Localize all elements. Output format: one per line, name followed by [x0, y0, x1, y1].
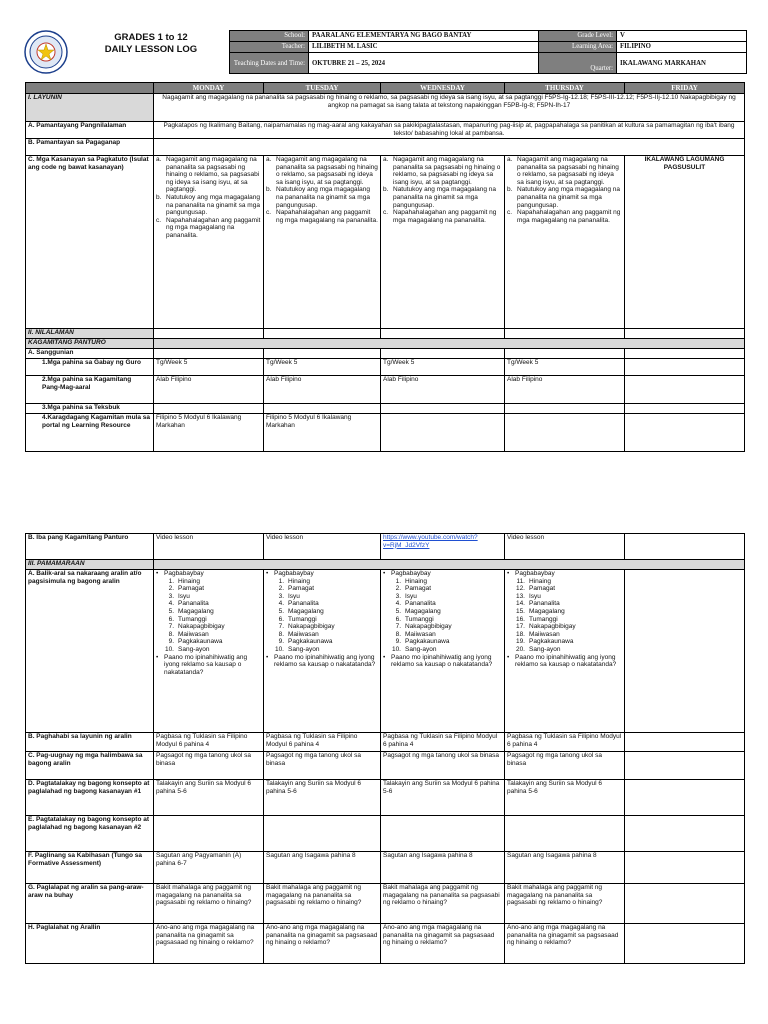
spelling-word: [266, 646, 378, 654]
learning-area-label: Learning Area:: [539, 42, 617, 53]
word-text: Maiiwasan: [405, 630, 436, 638]
spelling-word: [266, 623, 378, 631]
word-text: Nakapagbibigay: [178, 623, 225, 631]
objective-text: Napahahalagahan ang paggamit ng mga magagalang na pananalita.: [276, 209, 378, 224]
word-number: 5.: [278, 607, 284, 615]
spelling-word: [383, 578, 502, 586]
paglinang-thursday: Sagutan ang Isagawa pahina 8: [505, 852, 625, 884]
review-heading: Pagbabaybay: [274, 570, 314, 577]
bullet-icon: •: [266, 653, 269, 661]
paglalapat-wednesday: Bakit mahalaga ang paggamit ng magagalang na pananalita sa pagsasabi ng reklamo o hinaing?: [381, 884, 505, 924]
spelling-word: [507, 600, 622, 608]
pag-uugnay-monday: Pagsagot ng mga tanong ukol sa binasa: [154, 752, 264, 780]
word-number: 7.: [168, 623, 174, 631]
layunin-text: Nagagamit ang magagalang na pananalita sa pagsasabi ng hinaing o reklamo, sa pagsasabi ng ideya sa isang isyu, at sa pagtanggi F5PS-Ig-12.18; F5PS-III-12.12; F5PS-IIj-12.10 Nakapagbibigay ng angkop na pamagat sa isang talata at tekstong napakinggan F5PB-Ig-8; F5PN-Ih-17: [154, 94, 745, 122]
objective-letter: a.: [507, 156, 513, 163]
word-number: 9.: [395, 638, 401, 646]
spelling-word: [383, 593, 502, 601]
pagtatalakay1-thursday: Talakayin ang Suriin sa Modyul 6 pahina 5-6: [505, 780, 625, 816]
objective-letter: b.: [383, 186, 389, 194]
pamantayan-pagganap-label: B. Pamantayan sa Pagaganap: [26, 139, 154, 156]
objective-text: Nagagamit ang magagalang na pananalita sa pagsasabi ng hinaing o reklamo, sa pagsasabi ng ideya sa isang isyu, at sa pagtanggi.: [276, 156, 378, 186]
gabay-tuesday: Tg/Week 5: [264, 359, 381, 376]
word-text: Pagkakaunawa: [405, 638, 450, 646]
objective-item: [266, 156, 378, 186]
lesson-log-table-continued: [25, 533, 745, 964]
kagamitang-mag-aaral-wednesday: Alab Filipino: [381, 376, 505, 404]
word-text: Pagkakaunawa: [178, 638, 223, 646]
gabay-thursday: Tg/Week 5: [505, 359, 625, 376]
kagamitang-mag-aaral-tuesday: Alab Filipino: [264, 376, 381, 404]
word-number: 15.: [515, 607, 525, 615]
kasanayan-tuesday: [264, 156, 381, 329]
word-number: 9.: [278, 638, 284, 646]
word-text: Pamagat: [405, 585, 432, 593]
review-heading: Pagbabaybay: [515, 570, 555, 577]
sanggunian-row: [26, 349, 745, 359]
spelling-word: [156, 578, 261, 586]
pamamaraan-label: III. PAMAMARAAN: [26, 560, 154, 570]
objective-text: Napahahalagahan ang paggamit ng mga magagalang na pananalita.: [166, 216, 261, 239]
word-text: Pagkakaunawa: [288, 638, 333, 646]
objective-text: Natutukoy ang mga magagalang na pananalita na ginamit sa mga pangungusap.: [517, 186, 620, 209]
kasanayan-wednesday: [381, 156, 505, 329]
objective-text: Nagagamit ang magagalang na pananalita sa pagsasabi ng hinaing o reklamo, sa pagsasabi ng ideya sa isang isyu, at sa pagtanggi.: [166, 156, 260, 194]
objective-item: [507, 209, 622, 224]
word-text: Isyu: [178, 592, 190, 600]
paghahabi-wednesday: Pagbasa ng Tuklasin sa Filipino Modyul 6 pahina 4: [381, 733, 505, 752]
log-title: DAILY LESSON LOG: [104, 44, 198, 55]
spelling-word: [507, 608, 622, 616]
word-number: 18.: [515, 630, 525, 638]
objective-letter: c.: [156, 216, 162, 224]
word-text: Sang-ayon: [405, 645, 437, 653]
spelling-word: [507, 631, 622, 639]
spelling-word: [156, 608, 261, 616]
objective-letter: c.: [383, 209, 389, 217]
word-text: Pamagat: [178, 585, 205, 593]
nilalaman-row: [26, 329, 745, 339]
word-number: 10.: [391, 645, 401, 653]
word-number: 8.: [278, 630, 284, 638]
word-number: 3.: [168, 592, 174, 600]
word-text: Pananalita: [178, 600, 209, 608]
word-number: 3.: [395, 592, 401, 600]
objective-item: [383, 209, 502, 224]
objective-text: Nagagamit ang magagalang na pananalita sa pagsasabi ng hinaing o reklamo, sa pagsasabi ng ideya sa isang isyu, at sa pagtanggi.: [393, 156, 501, 186]
balik-aral-label: A. Balik-aral sa nakaraang aralin at/o pagsisimula ng bagong aralin: [26, 570, 154, 733]
word-number: 7.: [395, 623, 401, 631]
teksbuk-row: [26, 404, 745, 414]
word-number: 2.: [168, 585, 174, 593]
iba-pang-monday: Video lesson: [154, 534, 264, 560]
word-number: 13.: [515, 592, 525, 600]
gabay-monday: Tg/Week 5: [154, 359, 264, 376]
paglalahat-wednesday: Ano-ano ang mga magagalang na pananalita na ginagamit sa pagsasaad ng hinaing o reklamo?: [381, 924, 505, 964]
objective-item: [507, 186, 622, 209]
word-number: 6.: [395, 615, 401, 623]
objective-item: [266, 209, 378, 224]
paghahabi-label: B. Paghahabi sa layunin ng aralin: [26, 733, 154, 752]
pagtatalakay1-monday: Talakayin ang Suriin sa Modyul 6 pahina 5-6: [154, 780, 264, 816]
pagtatalakay2-label: E. Pagtatalakay ng bagong konsepto at paglalahad ng bagong kasanayan #2: [26, 816, 154, 852]
iba-pang-label: B. Iba pang Kagamitang Panturo: [26, 534, 154, 560]
paglalahat-label: H. Paglalahat ng Arallin: [26, 924, 154, 964]
objective-item: [383, 156, 502, 186]
pag-uugnay-tuesday: Pagsagot ng mga tanong ukol sa binasa: [264, 752, 381, 780]
word-number: 10.: [164, 645, 174, 653]
spelling-word: [383, 646, 502, 654]
quarter-label: Quarter:: [539, 53, 617, 74]
word-text: Hinaing: [178, 577, 201, 585]
bullet-icon: •: [383, 570, 386, 577]
review-bullet: [507, 570, 622, 578]
word-text: Maiiwasan: [178, 630, 209, 638]
pag-uugnay-thursday: Pagsagot ng mga tanong ukol sa binasa: [505, 752, 625, 780]
word-number: 9.: [168, 638, 174, 646]
word-number: 6.: [278, 615, 284, 623]
spelling-word: [266, 631, 378, 639]
review-heading: Pagbabaybay: [164, 570, 204, 577]
word-number: 12.: [515, 585, 525, 593]
review-question: [507, 654, 622, 669]
youtube-link[interactable]: https://www.youtube.com/watch?v=RjM_Jd2VfzY: [383, 534, 478, 549]
word-text: Pananalita: [405, 600, 436, 608]
word-number: 1.: [395, 577, 401, 585]
teacher-value: LILIBETH M. LASIC: [309, 42, 539, 53]
word-text: Tumanggi: [178, 615, 207, 623]
word-number: 2.: [395, 585, 401, 593]
word-number: 17.: [515, 623, 525, 631]
iba-pang-wednesday: [381, 534, 505, 560]
sanggunian-label: A. Sanggunian: [26, 349, 154, 359]
objective-item: [156, 156, 261, 194]
bullet-icon: •: [156, 653, 159, 661]
spelling-word: [156, 616, 261, 624]
objective-text: Nagagamit ang magagalang na pananalita sa pagsasabi ng hinaing o reklamo, sa pagsasabi ng ideya sa isang isyu, at sa pagtanggi.: [517, 156, 619, 186]
pag-uugnay-wednesday: Pagsagot ng mga tanong ukol sa binasa: [381, 752, 505, 780]
word-number: 10.: [274, 645, 284, 653]
review-question: [266, 654, 378, 669]
objective-letter: c.: [507, 209, 513, 217]
word-text: Hinaing: [405, 577, 428, 585]
spelling-word: [156, 638, 261, 646]
spelling-word: [266, 600, 378, 608]
word-text: Magagalang: [288, 607, 324, 615]
iba-pang-tuesday: Video lesson: [264, 534, 381, 560]
day-header-row: [26, 83, 745, 94]
word-text: Pamagat: [288, 585, 315, 593]
word-text: Pamagat: [529, 585, 556, 593]
spelling-word: [383, 638, 502, 646]
balik-aral-row: [26, 570, 745, 733]
paglalahat-tuesday: Ano-ano ang mga magagalang na pananalita na ginagamit sa pagsasaad ng hinaing o reklamo?: [264, 924, 381, 964]
spelling-word: [383, 608, 502, 616]
pagtatalakay1-label: D. Pagtatalakay ng bagong konsepto at paglalahad ng bagong kasanayan #1: [26, 780, 154, 816]
paglalapat-tuesday: Bakit mahalaga ang paggamit ng magagalang na pananalita sa pagsasabi ng reklamo o hinaing?: [264, 884, 381, 924]
gabay-wednesday: Tg/Week 5: [381, 359, 505, 376]
review-question: [383, 654, 502, 669]
objective-text: Natutukoy ang mga magagalang na pananalita na ginamit sa mga pangungusap.: [166, 193, 260, 217]
objective-text: Natutukoy ang mga magagalang na pananalita na ginamit sa mga pangungusap.: [276, 186, 370, 209]
objective-letter: a.: [156, 156, 162, 163]
pamantayan-pagganap-text: [154, 139, 745, 156]
objective-letter: a.: [383, 156, 389, 163]
nilalaman-label: II. NILALAMAN: [26, 329, 154, 339]
kasanayan-thursday: [505, 156, 625, 329]
spelling-word: [507, 593, 622, 601]
word-text: Nakapagbibigay: [529, 623, 576, 631]
word-number: 4.: [168, 600, 174, 608]
paghahabi-monday: Pagbasa ng Tuklasin sa Filipino Modyul 6 pahina 4: [154, 733, 264, 752]
spelling-word: [266, 593, 378, 601]
pamantayang-pangnilalaman-row: [26, 122, 745, 139]
iba-pang-row: [26, 534, 745, 560]
word-text: Sang-ayon: [529, 645, 561, 653]
pag-uugnay-row: [26, 752, 745, 780]
word-text: Maiiwasan: [529, 630, 560, 638]
word-number: 8.: [168, 630, 174, 638]
review-bullet: [266, 570, 378, 578]
review-question-text: Paano mo ipinahihiwatig ang iyong reklamo sa kausap o nakatatanda?: [164, 653, 248, 676]
kagamitang-row: [26, 339, 745, 349]
objective-item: [156, 217, 261, 240]
spelling-word: [266, 578, 378, 586]
paglinang-row: [26, 852, 745, 884]
kagamitang-mag-aaral-label: 2.Mga pahina sa Kagamitang Pang-Mag-aaral: [26, 376, 154, 404]
school-value: PAARALANG ELEMENTARYA NG BAGO BANTAY: [309, 31, 539, 42]
word-number: 16.: [515, 615, 525, 623]
word-number: 6.: [168, 615, 174, 623]
word-number: 4.: [395, 600, 401, 608]
day-wednesday: WEDNESDAY: [381, 83, 505, 94]
paglalapat-row: [26, 884, 745, 924]
review-question: [156, 654, 261, 677]
spelling-word: [507, 638, 622, 646]
day-monday: MONDAY: [154, 83, 264, 94]
paglinang-label: F. Paglinang sa Kabihasan (Tungo sa Formative Assessment): [26, 852, 154, 884]
school-label: School:: [230, 31, 309, 42]
paglalahat-thursday: Ano-ano ang mga magagalang na pananalita na ginagamit sa pagsasaad ng hinaing o reklamo?: [505, 924, 625, 964]
review-question-text: Paano mo ipinahihiwatig ang iyong reklamo sa kausap o nakatatanda?: [391, 653, 493, 669]
word-number: 2.: [278, 585, 284, 593]
spelling-word: [507, 585, 622, 593]
kasanayan-label: C. Mga Kasanayan sa Pagkatuto (Isulat ang code ng bawat kasanayan): [26, 156, 154, 329]
objective-letter: a.: [266, 156, 272, 163]
spelling-word: [507, 578, 622, 586]
layunin-row: [26, 94, 745, 122]
word-text: Magagalang: [529, 607, 565, 615]
spelling-word: [266, 638, 378, 646]
kasanayan-row: [26, 156, 745, 329]
word-text: Isyu: [529, 592, 541, 600]
kagamitang-mag-aaral-monday: Alab Filipino: [154, 376, 264, 404]
paglinang-tuesday: Sagutan ang Isagawa pahina 8: [264, 852, 381, 884]
paglinang-monday: Sagutan ang Pagyamanin (A) pahina 6-7: [154, 852, 264, 884]
grade-level-label: Grade Level:: [539, 31, 617, 42]
word-text: Magagalang: [178, 607, 214, 615]
pagtatalakay1-tuesday: Talakayin ang Suriin sa Modyul 6 pahina 5-6: [264, 780, 381, 816]
review-bullet: [383, 570, 502, 578]
paglalahat-row: [26, 924, 745, 964]
spelling-word: [266, 616, 378, 624]
word-number: 1.: [168, 577, 174, 585]
paglalahat-monday: Ano-ano ang mga magagalang na pananalita na ginagamit sa pagsasaad ng hinaing o reklamo?: [154, 924, 264, 964]
bullet-icon: •: [507, 653, 510, 661]
spelling-word: [507, 646, 622, 654]
karagdagang-tuesday: Filipino 5 Modyul 6 Ikalawang Markahan: [264, 414, 381, 452]
spelling-word: [156, 593, 261, 601]
objective-letter: b.: [266, 186, 272, 194]
word-text: Maiiwasan: [288, 630, 319, 638]
spelling-word: [383, 616, 502, 624]
document-title: [76, 32, 226, 56]
pamantayang-pangnilalaman-label: A. Pamantayang Pangnilalaman: [26, 122, 154, 139]
kagamitang-label: KAGAMITANG PANTURO: [26, 339, 154, 349]
word-text: Magagalang: [405, 607, 441, 615]
bullet-icon: •: [383, 653, 386, 661]
spelling-word: [383, 623, 502, 631]
spelling-word: [266, 608, 378, 616]
word-number: 19.: [515, 638, 525, 646]
balik-aral-tuesday: [264, 570, 381, 733]
word-text: Nakapagbibigay: [405, 623, 452, 631]
pamantayang-pangnilalaman-text: Pagkatapos ng Ikalimang Baitang, naipamamalas ng mag-aaral ang kakayahan sa pakikipagtalastasan, mapanuring pag-iisip at, pagpapahalaga sa panitikan at kultura sa pamamagitan ng iba't ibang teksto/ babasahing lokal at pambansa.: [154, 122, 745, 139]
layunin-label: I. LAYUNIN: [26, 94, 154, 122]
bullet-icon: •: [156, 570, 159, 577]
word-number: 3.: [278, 592, 284, 600]
teksbuk-label: 3.Mga pahina sa Teksbuk: [26, 404, 154, 414]
balik-aral-monday: [154, 570, 264, 733]
word-text: Sang-ayon: [178, 645, 210, 653]
spelling-word: [383, 631, 502, 639]
word-text: Isyu: [405, 592, 417, 600]
objective-item: [156, 194, 261, 217]
pagtatalakay1-row: [26, 780, 745, 816]
balik-aral-wednesday: [381, 570, 505, 733]
word-text: Isyu: [288, 592, 300, 600]
iba-pang-thursday: Video lesson: [505, 534, 625, 560]
learning-area-value: FILIPINO: [617, 42, 747, 53]
gabay-label: 1.Mga pahina sa Gabay ng Guro: [26, 359, 154, 376]
word-text: Sang-ayon: [288, 645, 320, 653]
paglalapat-thursday: Bakit mahalaga ang paggamit ng magagalang na pananalita sa pagsasabi ng reklamo o hinaing?: [505, 884, 625, 924]
paglalapat-label: G. Paglalapat ng aralin sa pang-araw-araw na buhay: [26, 884, 154, 924]
objective-item: [507, 156, 622, 186]
objective-item: [266, 186, 378, 209]
pagtatalakay2-row: [26, 816, 745, 852]
objective-item: [383, 186, 502, 209]
word-text: Nakapagbibigay: [288, 623, 335, 631]
paghahabi-thursday: Pagbasa ng Tuklasin sa Filipino Modyul 6 pahina 4: [505, 733, 625, 752]
word-number: 8.: [395, 630, 401, 638]
word-text: Pananalita: [529, 600, 560, 608]
word-text: Hinaing: [529, 577, 552, 585]
word-number: 20.: [515, 645, 525, 653]
kagamitang-mag-aaral-row: [26, 376, 745, 404]
teaching-dates-value: OKTUBRE 21 – 25, 2024: [309, 53, 539, 74]
kagamitang-mag-aaral-thursday: Alab Filipino: [505, 376, 625, 404]
karagdagang-label: 4.Karagdagang Kagamitan mula sa portal ng Learning Resource: [26, 414, 154, 452]
spelling-word: [507, 623, 622, 631]
day-tuesday: TUESDAY: [264, 83, 381, 94]
objective-text: Napahahalagahan ang paggamit ng mga magagalang na pananalita.: [393, 209, 497, 224]
objective-letter: b.: [507, 186, 513, 194]
paglalapat-monday: Bakit mahalaga ang paggamit ng magagalang na pananalita sa pagsasabi ng reklamo o hinaing?: [154, 884, 264, 924]
pag-uugnay-label: C. Pag-uugnay ng mga halimbawa sa bagong aralin: [26, 752, 154, 780]
bullet-icon: •: [266, 570, 269, 577]
paghahabi-tuesday: Pagbasa ng Tuklasin sa Filipino Modyul 6 pahina 4: [264, 733, 381, 752]
bullet-icon: •: [507, 570, 510, 577]
day-friday: FRIDAY: [625, 83, 745, 94]
word-number: 5.: [395, 607, 401, 615]
spelling-word: [156, 585, 261, 593]
word-text: Tumanggi: [288, 615, 317, 623]
review-bullet: [156, 570, 261, 578]
objective-letter: b.: [156, 193, 162, 201]
spelling-word: [156, 631, 261, 639]
objective-text: Natutukoy ang mga magagalang na pananalita na ginamit sa mga pangungusap.: [393, 186, 496, 209]
word-text: Pagkakaunawa: [529, 638, 574, 646]
grade-level-value: V: [617, 31, 747, 42]
day-thursday: THURSDAY: [505, 83, 625, 94]
header-info-table: [229, 30, 747, 74]
quarter-value: IKALAWANG MARKAHAN: [617, 53, 747, 74]
word-text: Tumanggi: [405, 615, 434, 623]
word-text: Pananalita: [288, 600, 319, 608]
gabay-row: [26, 359, 745, 376]
lesson-log-table: [25, 82, 745, 452]
pagtatalakay1-wednesday: Talakayin ang Suriin sa Modyul 6 pahina 5-6: [381, 780, 505, 816]
word-number: 11.: [516, 577, 525, 585]
word-text: Hinaing: [288, 577, 311, 585]
teacher-label: Teacher:: [230, 42, 309, 53]
karagdagang-row: [26, 414, 745, 452]
pamamaraan-row: [26, 560, 745, 570]
kasanayan-friday: IKALAWANG LAGUMANG PAGSUSULIT: [625, 156, 745, 329]
review-question-text: Paano mo ipinahihiwatig ang iyong reklamo sa kausap o nakatatanda?: [515, 653, 617, 669]
balik-aral-thursday: [505, 570, 625, 733]
teaching-dates-label: Teaching Dates and Time:: [230, 53, 309, 74]
word-number: 1.: [278, 577, 284, 585]
spelling-word: [156, 646, 261, 654]
word-number: 5.: [168, 607, 174, 615]
review-question-text: Paano mo ipinahihiwatig ang iyong reklamo sa kausap o nakatatanda?: [274, 653, 376, 669]
paghahabi-row: [26, 733, 745, 752]
spelling-word: [383, 585, 502, 593]
review-heading: Pagbabaybay: [391, 570, 431, 577]
deped-seal-logo: [24, 30, 68, 74]
kasanayan-monday: [154, 156, 264, 329]
objective-letter: c.: [266, 209, 272, 217]
word-number: 7.: [278, 623, 284, 631]
word-text: Tumanggi: [529, 615, 558, 623]
objective-text: Napahahalagahan ang paggamit ng mga magagalang na pananalita.: [517, 209, 621, 224]
spelling-word: [507, 616, 622, 624]
spelling-word: [266, 585, 378, 593]
spelling-word: [156, 600, 261, 608]
paglinang-wednesday: Sagutan ang Isagawa pahina 8: [381, 852, 505, 884]
grades-title: GRADES 1 to 12: [114, 32, 188, 43]
word-number: 14.: [515, 600, 525, 608]
word-number: 4.: [278, 600, 284, 608]
spelling-word: [156, 623, 261, 631]
karagdagang-monday: Filipino 5 Modyul 6 Ikalawang Markahan: [154, 414, 264, 452]
spelling-word: [383, 600, 502, 608]
pamantayan-pagganap-row: [26, 139, 745, 156]
